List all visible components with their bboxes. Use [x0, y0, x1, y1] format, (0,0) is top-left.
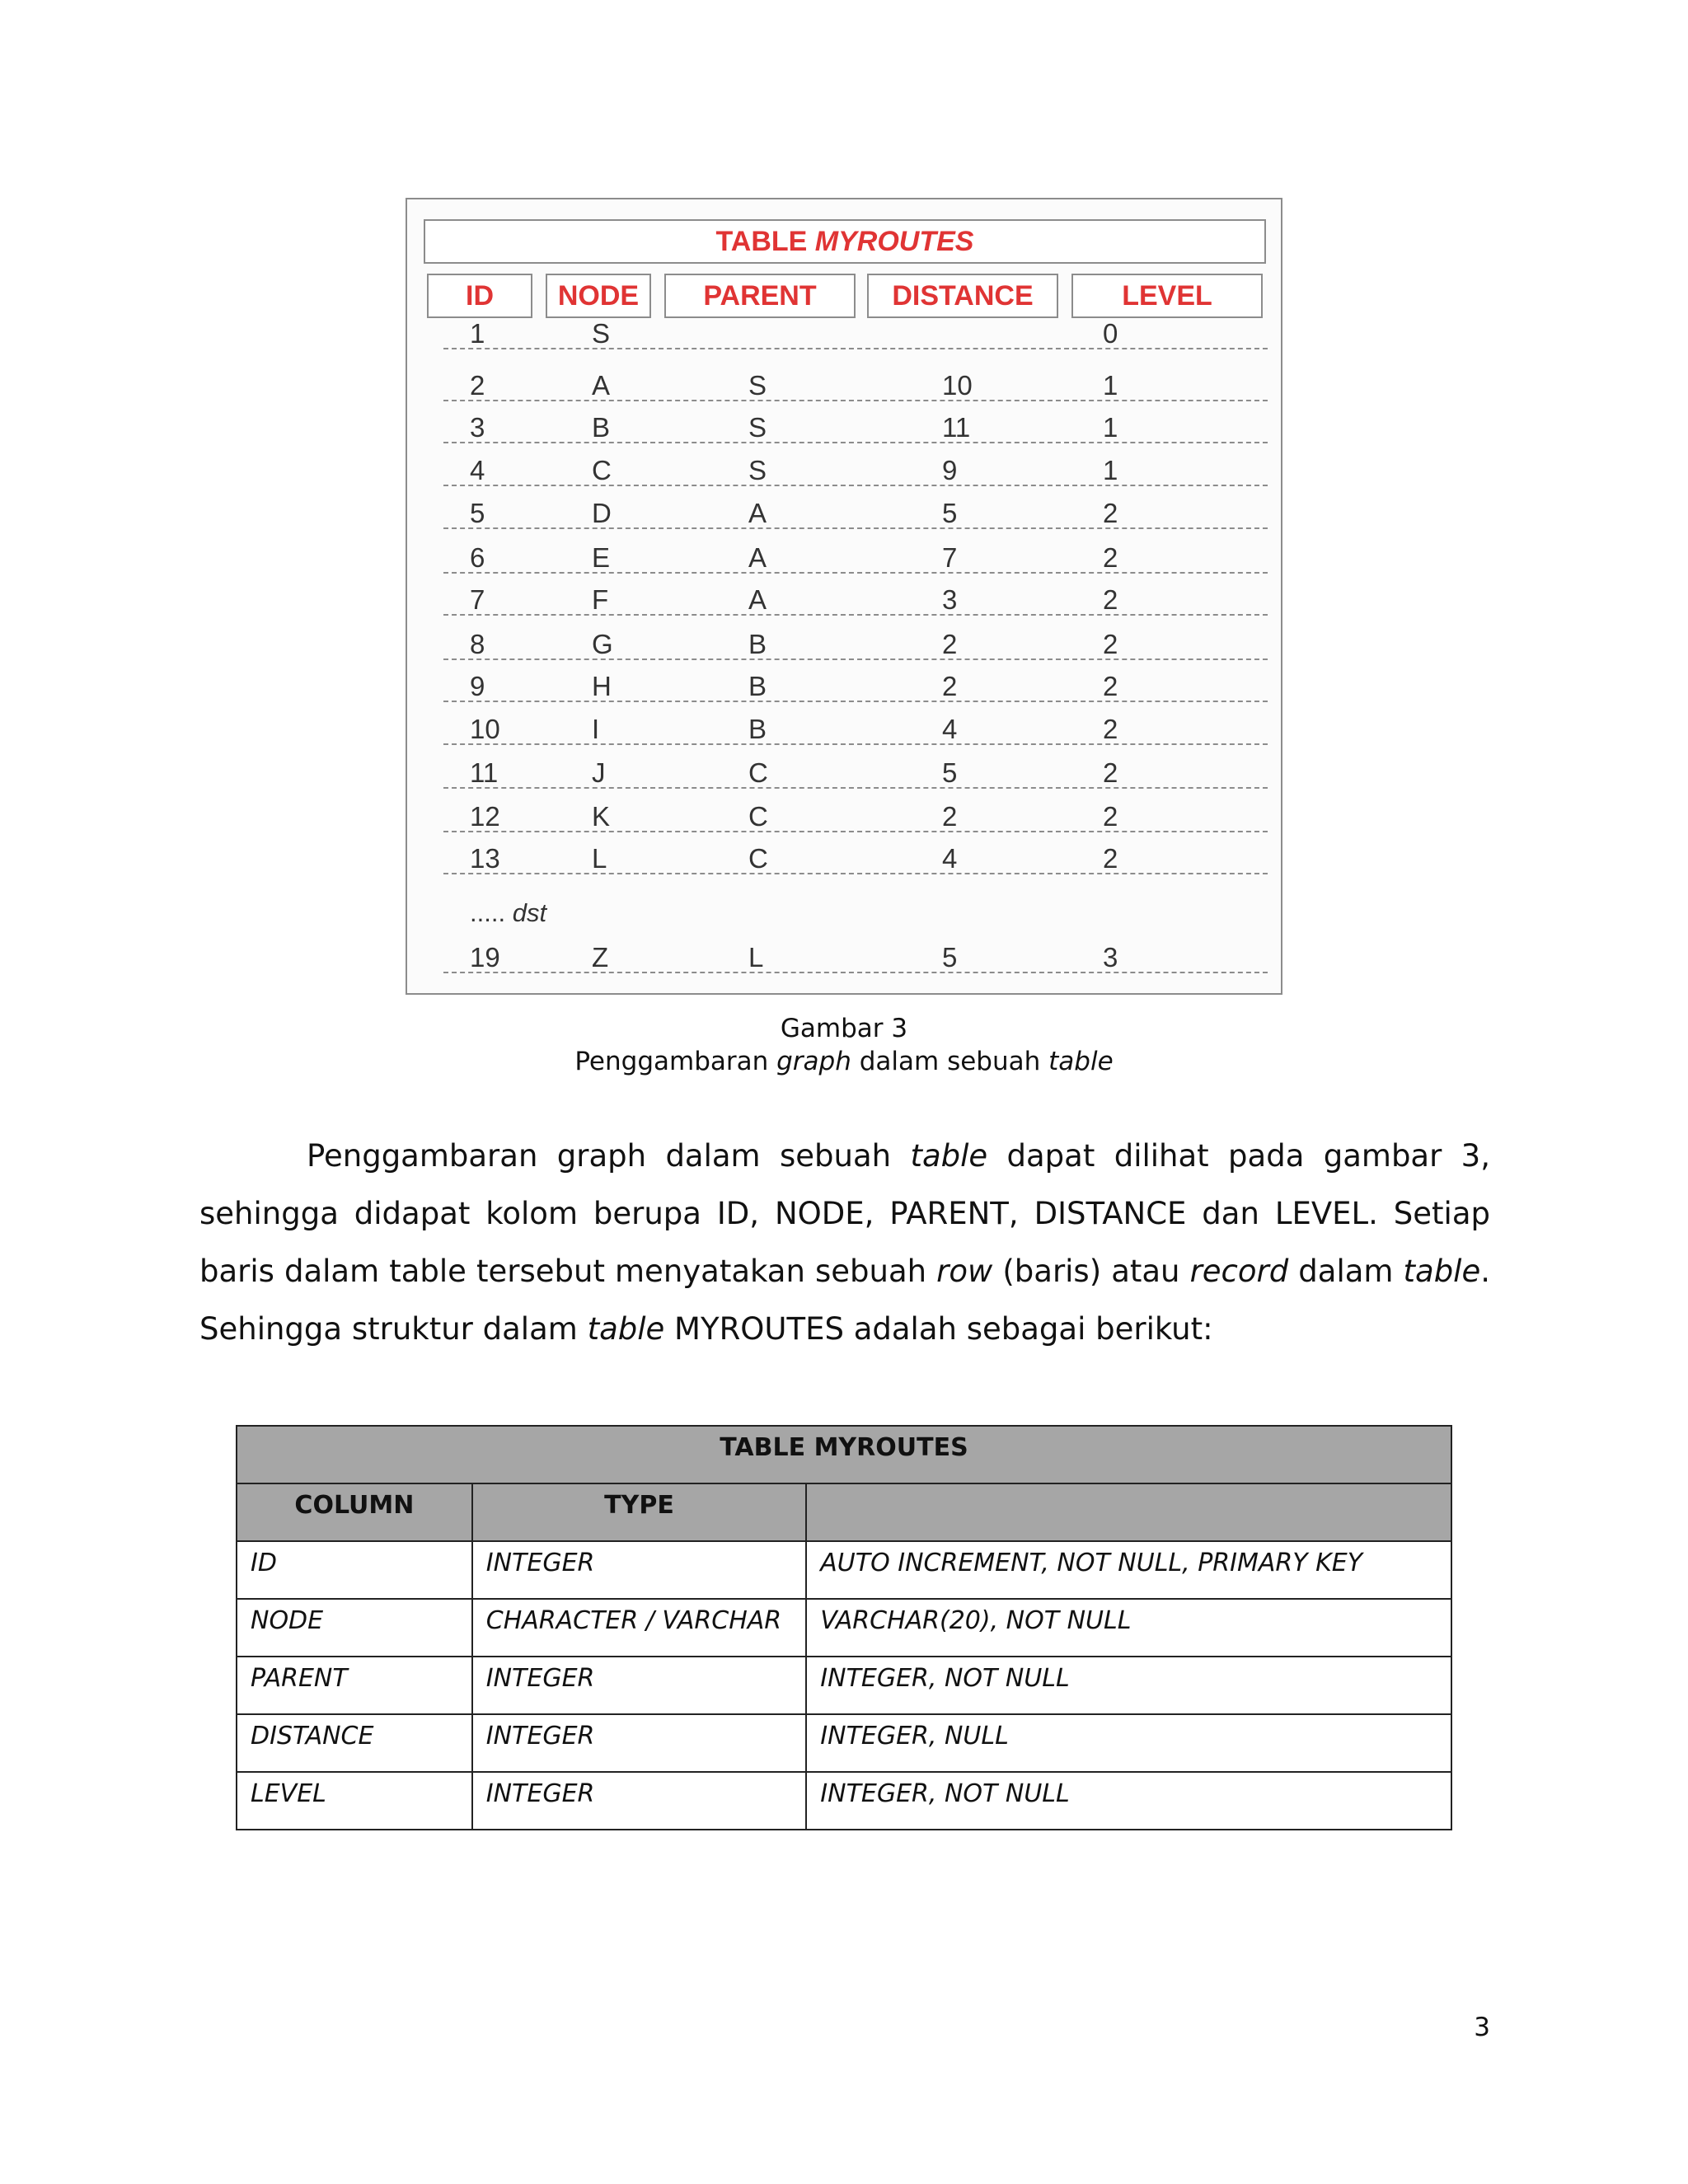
structure-cell-type: INTEGER [472, 1714, 807, 1772]
structure-row [237, 1772, 1451, 1830]
structure-cell-column: NODE [237, 1599, 472, 1657]
figure-cell-parent: B [748, 671, 767, 701]
figure-cell-level: 2 [1103, 498, 1118, 528]
para-text: Penggambaran graph dalam sebuah [307, 1138, 911, 1174]
figure-cell-level: 0 [1103, 318, 1118, 349]
structure-cell-type: INTEGER [472, 1541, 807, 1599]
figure-cell-parent: L [748, 942, 764, 972]
figure-ellipsis-dots: ..... [470, 898, 506, 927]
figure-cell-distance: 2 [942, 671, 958, 701]
page-number: 3 [1474, 2013, 1490, 2042]
figure-cell-level: 2 [1103, 843, 1118, 874]
figure-cell-node: A [592, 370, 611, 401]
structure-header-blank [806, 1483, 1451, 1541]
structure-cell-constraint: INTEGER, NOT NULL [806, 1657, 1451, 1714]
figure-row [443, 586, 1268, 616]
figure-cell-level: 2 [1103, 671, 1118, 701]
figure-cell-node: F [592, 584, 609, 615]
para-italic: table [587, 1311, 665, 1347]
para-italic: table [1403, 1254, 1481, 1289]
figure-row [443, 845, 1268, 874]
figure-row [443, 803, 1268, 832]
caption-text-graph: graph [776, 1047, 851, 1076]
body-paragraph [199, 1127, 1490, 1358]
structure-cell-column: DISTANCE [237, 1714, 472, 1772]
para-text: dalam [1288, 1254, 1404, 1289]
figure-cell-node: H [592, 671, 612, 701]
figure-title-plain: TABLE [715, 226, 808, 257]
structure-cell-column: ID [237, 1541, 472, 1599]
figure-cell-parent: B [748, 714, 767, 744]
para-text: . Sehingga struktur dalam [199, 1254, 1490, 1347]
figure-cell-level: 2 [1103, 801, 1118, 832]
figure-cell-node: G [592, 629, 613, 659]
figure-cell-node: C [592, 455, 612, 485]
para-text: (baris) atau [992, 1254, 1190, 1289]
figure-row [443, 630, 1268, 660]
figure-row [443, 320, 1268, 349]
figure-header-id: ID [427, 274, 532, 318]
para-text: MYROUTES adalah sebagai berikut: [664, 1311, 1213, 1347]
figure-cell-id: 9 [470, 671, 485, 701]
structure-cell-type: INTEGER [472, 1772, 807, 1830]
figure-cell-parent: A [748, 584, 767, 615]
figure-cell-distance: 7 [942, 542, 958, 573]
figure-cell-id: 4 [470, 455, 485, 485]
figure-cell-id: 11 [470, 757, 499, 788]
figure-cell-parent: C [748, 843, 768, 874]
structure-table [236, 1425, 1452, 1830]
figure-cell-level: 2 [1103, 584, 1118, 615]
figure-cell-node: K [592, 801, 611, 832]
figure-cell-level: 2 [1103, 542, 1118, 573]
caption-text-table: table [1048, 1047, 1114, 1076]
figure-cell-distance: 5 [942, 757, 958, 788]
figure-cell-parent: S [748, 455, 767, 485]
figure-cell-distance: 9 [942, 455, 958, 485]
figure-cell-node: J [592, 757, 606, 788]
figure-cell-node: D [592, 498, 612, 528]
figure-row [443, 414, 1268, 443]
figure-row [443, 715, 1268, 745]
figure-cell-node: L [592, 843, 607, 874]
figure-header-level: LEVEL [1071, 274, 1263, 318]
figure-cell-level: 2 [1103, 757, 1118, 788]
figure-cell-distance: 5 [942, 942, 958, 972]
para-text: dapat dilihat pada gambar 3, sehingga didapat kolom berupa ID, NODE, PARENT, DISTANCE dan LEVEL. Setiap baris dalam table tersebut menyatakan sebuah [199, 1138, 1490, 1289]
figure-cell-id: 7 [470, 584, 485, 615]
figure-cell-id: 10 [470, 714, 500, 744]
figure-cell-id: 12 [470, 801, 500, 832]
caption-text-a: Penggambaran [574, 1047, 777, 1076]
structure-header-column: COLUMN [237, 1483, 472, 1541]
figure-cell-parent: S [748, 370, 767, 401]
caption-text-c: dalam sebuah [851, 1047, 1049, 1076]
figure-header-parent: PARENT [664, 274, 856, 318]
figure-cell-node: Z [592, 942, 609, 972]
structure-table-title: TABLE MYROUTES [237, 1426, 1451, 1483]
figure-header-distance: DISTANCE [867, 274, 1058, 318]
structure-row [237, 1714, 1451, 1772]
figure-cell-distance: 2 [942, 629, 958, 659]
figure-cell-distance: 4 [942, 843, 958, 874]
figure-row [443, 944, 1268, 973]
figure-cell-id: 3 [470, 412, 485, 443]
figure-cell-distance: 4 [942, 714, 958, 744]
figure-cell-id: 1 [470, 318, 485, 349]
structure-row [237, 1599, 1451, 1657]
figure-cell-id: 5 [470, 498, 485, 528]
figure-cell-distance: 3 [942, 584, 958, 615]
figure-row [443, 499, 1268, 529]
figure-ellipsis-word: dst [512, 898, 547, 927]
para-italic: record [1189, 1254, 1289, 1289]
figure-cell-level: 1 [1103, 412, 1118, 443]
figure-title [424, 219, 1266, 264]
figure-cell-id: 6 [470, 542, 485, 573]
structure-cell-constraint: INTEGER, NULL [806, 1714, 1451, 1772]
figure-row [443, 372, 1268, 401]
structure-cell-constraint: INTEGER, NOT NULL [806, 1772, 1451, 1830]
structure-cell-column: LEVEL [237, 1772, 472, 1830]
figure-cell-level: 3 [1103, 942, 1118, 972]
figure-cell-level: 1 [1103, 370, 1118, 401]
figure-ellipsis [470, 898, 546, 928]
figure-row [443, 759, 1268, 789]
figure-title-italic: MYROUTES [814, 226, 974, 257]
figure-cell-distance: 11 [942, 412, 971, 443]
figure-cell-id: 19 [470, 942, 500, 972]
figure-cell-distance: 2 [942, 801, 958, 832]
structure-table-body [237, 1541, 1451, 1830]
structure-cell-column: PARENT [237, 1657, 472, 1714]
structure-row [237, 1541, 1451, 1599]
figure-cell-distance: 5 [942, 498, 958, 528]
figure-cell-node: S [592, 318, 611, 349]
figure-cell-level: 2 [1103, 714, 1118, 744]
figure-cell-parent: S [748, 412, 767, 443]
figure-cell-parent: C [748, 801, 768, 832]
figure-cell-node: E [592, 542, 611, 573]
structure-cell-type: INTEGER [472, 1657, 807, 1714]
figure-cell-level: 1 [1103, 455, 1118, 485]
figure-cell-level: 2 [1103, 629, 1118, 659]
figure-cell-parent: A [748, 498, 767, 528]
structure-row [237, 1657, 1451, 1714]
figure-cell-id: 8 [470, 629, 485, 659]
figure-cell-distance: 10 [942, 370, 973, 401]
figure-cell-node: B [592, 412, 611, 443]
figure-cell-node: I [592, 714, 600, 744]
structure-cell-constraint: AUTO INCREMENT, NOT NULL, PRIMARY KEY [806, 1541, 1451, 1599]
structure-cell-type: CHARACTER / VARCHAR [472, 1599, 807, 1657]
figure-row [443, 544, 1268, 574]
figure-cell-parent: C [748, 757, 768, 788]
figure-cell-parent: A [748, 542, 767, 573]
figure-row [443, 673, 1268, 702]
figure-cell-parent: B [748, 629, 767, 659]
para-italic: table [910, 1138, 988, 1174]
figure-cell-id: 2 [470, 370, 485, 401]
caption-line-1: Gambar 3 [780, 1014, 908, 1043]
caption-line-2 [0, 1047, 1688, 1076]
figure-table-myroutes [406, 198, 1282, 995]
figure-cell-id: 13 [470, 843, 500, 874]
structure-cell-constraint: VARCHAR(20), NOT NULL [806, 1599, 1451, 1657]
figure-row [443, 457, 1268, 486]
figure-header-node: NODE [546, 274, 651, 318]
para-italic: row [936, 1254, 993, 1289]
structure-header-type: TYPE [472, 1483, 807, 1541]
